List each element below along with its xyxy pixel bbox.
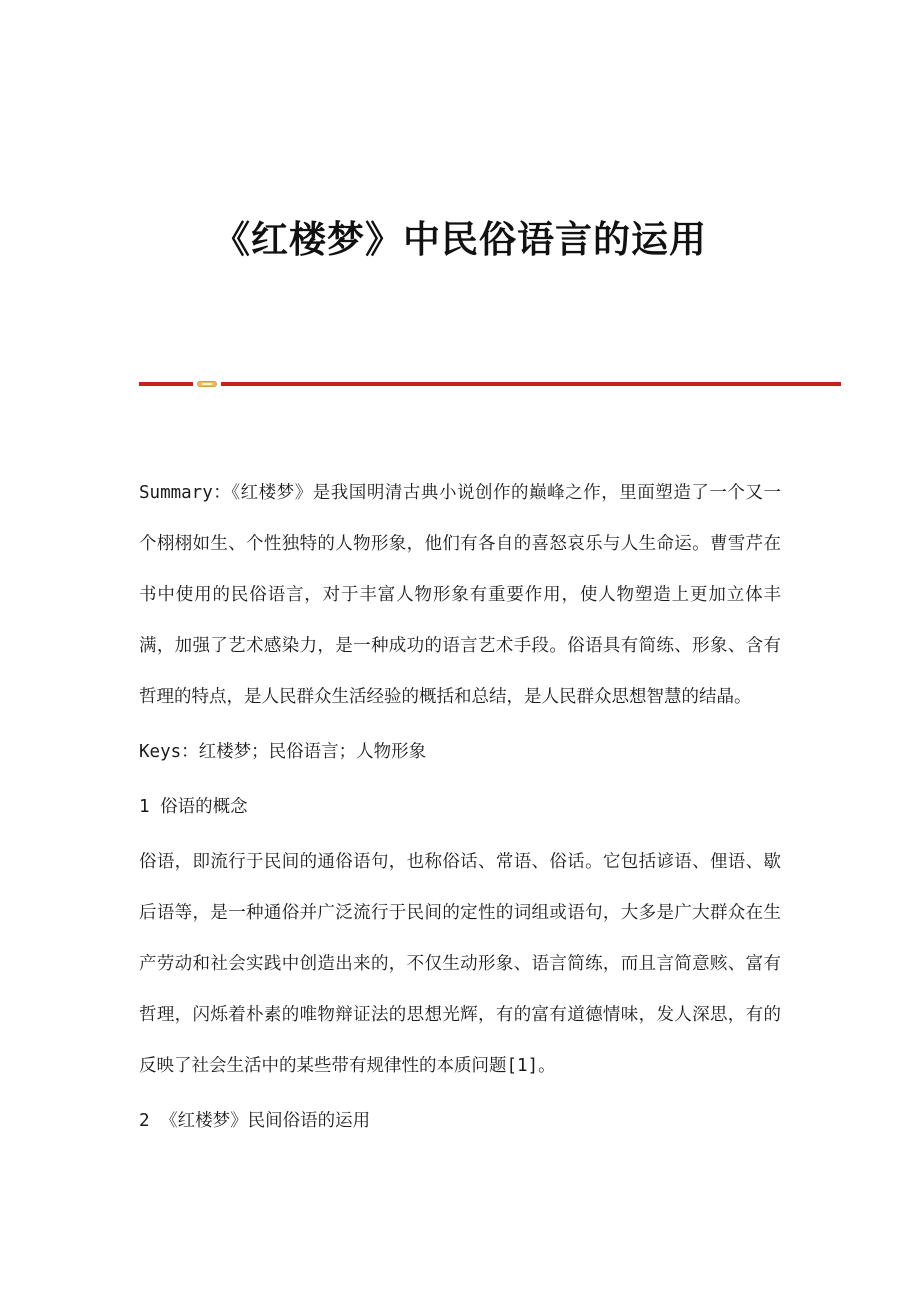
document-body [139,468,781,1147]
title-divider [139,379,841,389]
document-title: 《红楼梦》中民俗语言的运用 [213,218,707,261]
section-2-heading: 2 《红楼梦》民间俗语的运用 [139,1111,371,1131]
section-1-heading: 1 俗语的概念 [139,797,248,817]
section-1-paragraph: 俗语，即流行于民间的通俗语句，也称俗话、常语、俗话。它包括谚语、俚语、歇后语等，是一种通俗并广泛流行于民间的定性的词组或语句，大多是广大群众在生产劳动和社会实践中创造出来的，不仅生动形象、语言简练，而且言简意赅、富有哲理，闪烁着朴素的唯物辩证法的思想光辉，有的富有道德情味，发人深思，有的反映了社会生活中的某些带有规律性的本质问题[1]。 [139,852,781,1076]
divider-bar-left [139,382,193,386]
divider-bar-right [221,382,841,386]
summary-paragraph: Summary：《红楼梦》是我国明清古典小说创作的巅峰之作，里面塑造了一个又一个栩栩如生、个性独特的人物形象，他们有各自的喜怒哀乐与人生命运。曹雪芹在书中使用的民俗语言，对于丰富人物形象有重要作用，使人物塑造上更加立体丰满，加强了艺术感染力，是一种成功的语言艺术手段。俗语具有简练、形象、含有哲理的特点，是人民群众生活经验的概括和总结，是人民群众思想智慧的结晶。 [139,483,781,707]
keys-line: Keys：红楼梦；民俗语言；人物形象 [139,742,427,762]
divider-ornament-icon [197,381,217,387]
